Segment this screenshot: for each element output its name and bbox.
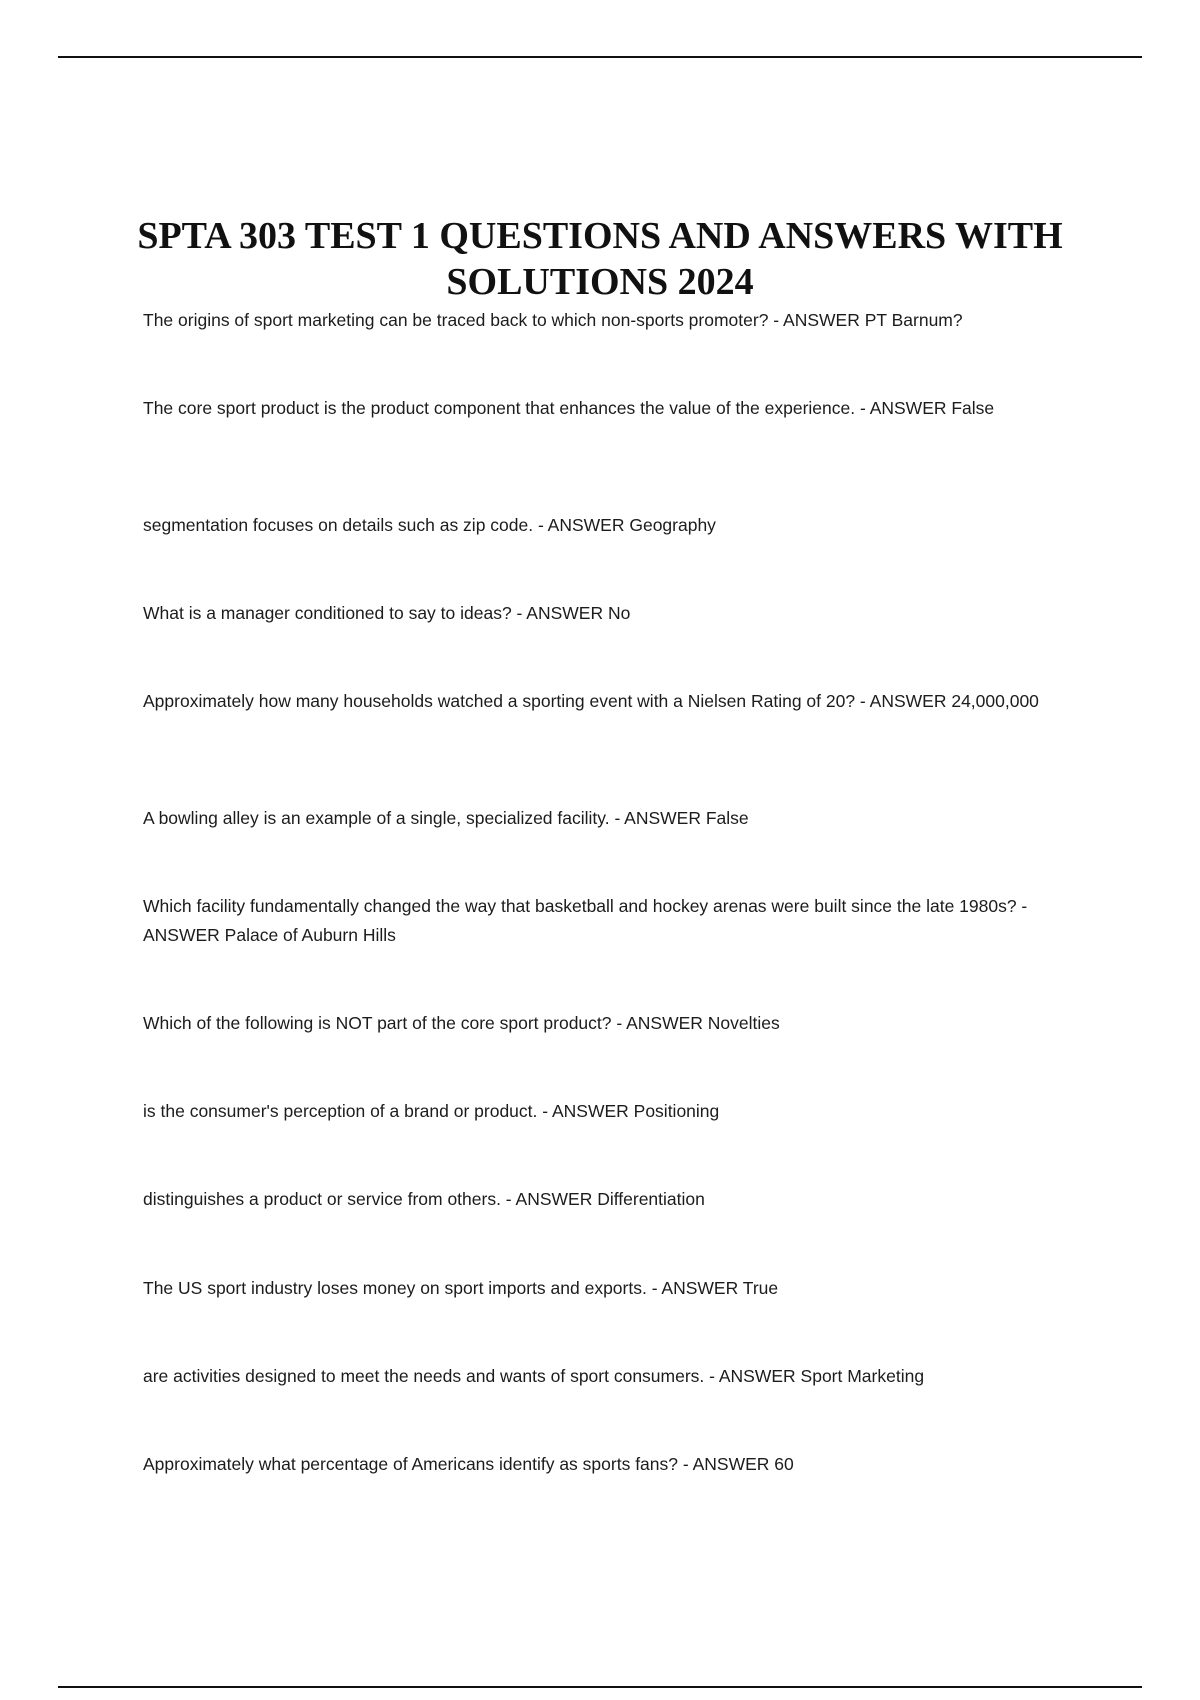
qa-item-7: Which facility fundamentally changed the way that basketball and hockey arenas were built since the late 1980s? - ANSWER Palace of Auburn Hills <box>143 896 1028 945</box>
qa-item-6: A bowling alley is an example of a single, specialized facility. - ANSWER False <box>143 808 749 828</box>
qa-item-10: distinguishes a product or service from others. - ANSWER Differentiation <box>143 1189 705 1209</box>
bottom-rule <box>58 1686 1142 1688</box>
qa-item-13: Approximately what percentage of Americans identify as sports fans? - ANSWER 60 <box>143 1454 794 1474</box>
qa-item-11: The US sport industry loses money on sport imports and exports. - ANSWER True <box>143 1278 779 1298</box>
qa-item-4: What is a manager conditioned to say to ideas? - ANSWER No <box>143 603 631 623</box>
top-rule <box>58 56 1142 58</box>
qa-item-3: segmentation focuses on details such as zip code. - ANSWER Geography <box>143 515 716 535</box>
qa-item-8: Which of the following is NOT part of the core sport product? - ANSWER Novelties <box>143 1013 780 1033</box>
qa-item-1: The origins of sport marketing can be traced back to which non-sports promoter? - ANSWER PT Barnum? <box>143 310 963 330</box>
qa-item-9: is the consumer's perception of a brand or product. - ANSWER Positioning <box>143 1101 720 1121</box>
qa-item-2: The core sport product is the product component that enhances the value of the experience. - ANSWER False <box>143 398 995 418</box>
document-title: SPTA 303 TEST 1 QUESTIONS AND ANSWERS WITH SOLUTIONS 2024 <box>137 215 1063 303</box>
qa-item-5: Approximately how many households watched a sporting event with a Nielsen Rating of 20? - ANSWER 24,000,000 <box>143 691 1039 711</box>
qa-item-12: are activities designed to meet the needs and wants of sport consumers. - ANSWER Sport Marketing <box>143 1366 925 1386</box>
